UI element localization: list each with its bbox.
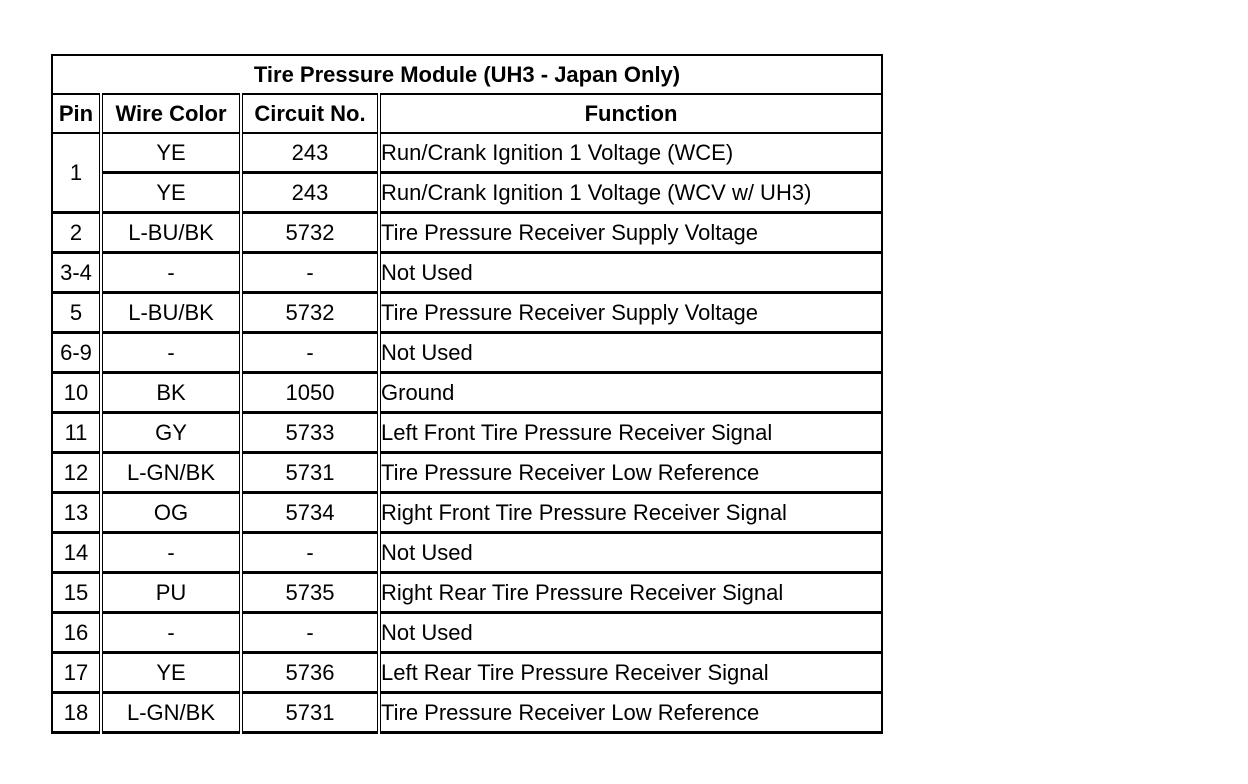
wire-color-cell: L-GN/BK [101, 453, 241, 493]
pin-cell: 3-4 [52, 253, 101, 293]
table-row [52, 173, 882, 213]
pin-cell: 5 [52, 293, 101, 333]
circuit-no-cell: 5735 [241, 573, 379, 613]
function-cell: Left Rear Tire Pressure Receiver Signal [379, 653, 882, 693]
wire-color-cell: L-GN/BK [101, 693, 241, 733]
circuit-no-cell: 5736 [241, 653, 379, 693]
function-cell: Tire Pressure Receiver Supply Voltage [379, 293, 882, 333]
table-row [52, 133, 882, 173]
wire-color-cell: YE [101, 133, 241, 173]
function-cell: Not Used [379, 253, 882, 293]
function-cell: Not Used [379, 613, 882, 653]
wire-color-cell: YE [101, 653, 241, 693]
table-title-row [52, 55, 882, 94]
wire-color-cell: - [101, 613, 241, 653]
table-row [52, 653, 882, 693]
circuit-no-cell: 5732 [241, 293, 379, 333]
table-row [52, 253, 882, 293]
wire-color-cell: - [101, 253, 241, 293]
circuit-no-cell: 5733 [241, 413, 379, 453]
function-cell: Not Used [379, 333, 882, 373]
function-cell: Right Rear Tire Pressure Receiver Signal [379, 573, 882, 613]
pin-cell: 1 [52, 133, 101, 213]
circuit-no-cell: 5734 [241, 493, 379, 533]
wire-color-cell: - [101, 333, 241, 373]
function-cell: Tire Pressure Receiver Low Reference [379, 693, 882, 733]
header-circuit-no: Circuit No. [241, 94, 379, 133]
pin-cell: 13 [52, 493, 101, 533]
function-cell: Run/Crank Ignition 1 Voltage (WCV w/ UH3) [379, 173, 882, 213]
pin-cell: 6-9 [52, 333, 101, 373]
function-cell: Left Front Tire Pressure Receiver Signal [379, 413, 882, 453]
table-title: Tire Pressure Module (UH3 - Japan Only) [52, 55, 882, 94]
wire-color-cell: L-BU/BK [101, 213, 241, 253]
header-function: Function [379, 94, 882, 133]
function-cell: Run/Crank Ignition 1 Voltage (WCE) [379, 133, 882, 173]
pin-cell: 16 [52, 613, 101, 653]
table-row [52, 493, 882, 533]
function-cell: Tire Pressure Receiver Low Reference [379, 453, 882, 493]
table-row [52, 333, 882, 373]
pin-cell: 14 [52, 533, 101, 573]
function-cell: Not Used [379, 533, 882, 573]
pin-cell: 12 [52, 453, 101, 493]
table-row [52, 573, 882, 613]
pin-cell: 10 [52, 373, 101, 413]
circuit-no-cell: 243 [241, 133, 379, 173]
pinout-table [51, 54, 883, 734]
pin-cell: 15 [52, 573, 101, 613]
header-wire-color: Wire Color [101, 94, 241, 133]
function-cell: Ground [379, 373, 882, 413]
pin-cell: 2 [52, 213, 101, 253]
function-cell: Right Front Tire Pressure Receiver Signal [379, 493, 882, 533]
table-row [52, 293, 882, 333]
table-row [52, 373, 882, 413]
circuit-no-cell: 243 [241, 173, 379, 213]
table-row [52, 453, 882, 493]
circuit-no-cell: 5731 [241, 693, 379, 733]
pinout-table-container [51, 54, 883, 734]
table-row [52, 413, 882, 453]
table-header-row [52, 94, 882, 133]
function-cell: Tire Pressure Receiver Supply Voltage [379, 213, 882, 253]
circuit-no-cell: - [241, 613, 379, 653]
table-row [52, 693, 882, 733]
circuit-no-cell: 5732 [241, 213, 379, 253]
pin-cell: 11 [52, 413, 101, 453]
circuit-no-cell: - [241, 533, 379, 573]
wire-color-cell: BK [101, 373, 241, 413]
pin-cell: 18 [52, 693, 101, 733]
wire-color-cell: L-BU/BK [101, 293, 241, 333]
wire-color-cell: - [101, 533, 241, 573]
wire-color-cell: PU [101, 573, 241, 613]
table-row [52, 533, 882, 573]
circuit-no-cell: - [241, 333, 379, 373]
table-row [52, 213, 882, 253]
circuit-no-cell: 5731 [241, 453, 379, 493]
wire-color-cell: YE [101, 173, 241, 213]
circuit-no-cell: 1050 [241, 373, 379, 413]
circuit-no-cell: - [241, 253, 379, 293]
pin-cell: 17 [52, 653, 101, 693]
table-row [52, 613, 882, 653]
header-pin: Pin [52, 94, 101, 133]
wire-color-cell: OG [101, 493, 241, 533]
wire-color-cell: GY [101, 413, 241, 453]
